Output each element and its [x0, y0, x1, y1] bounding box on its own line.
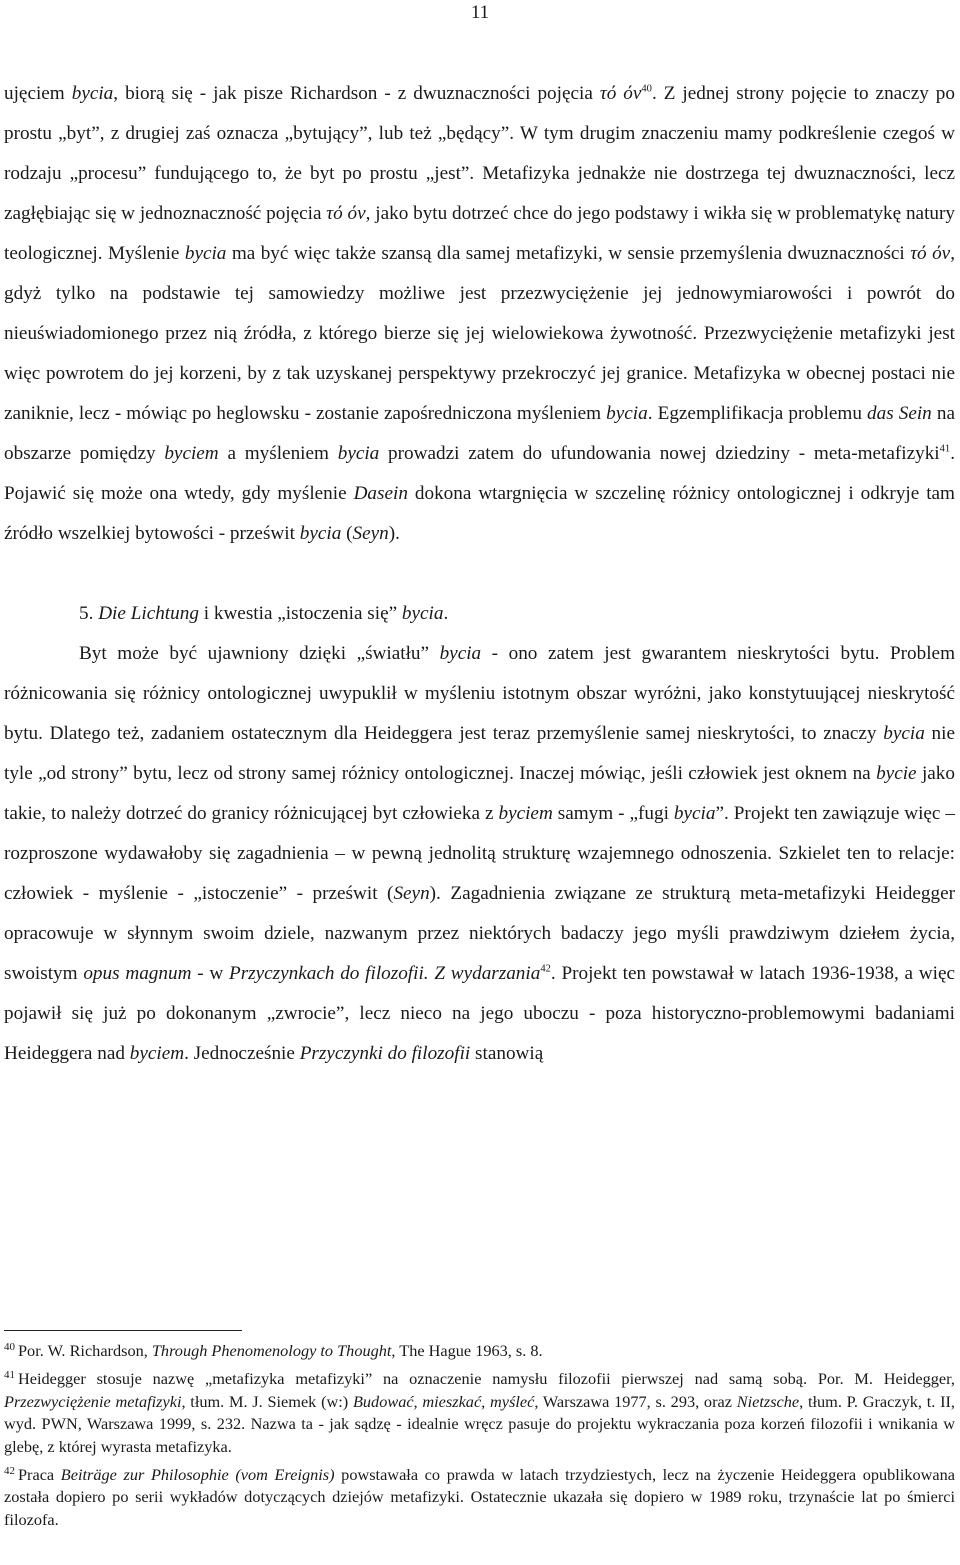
- italic-term: Beiträge zur Philosophie (vom Ereignis): [60, 1465, 335, 1485]
- text-run: Por. W. Richardson,: [18, 1341, 152, 1360]
- text-run: nie tyle „od strony” bytu, lecz od strony samej różnicy ontologicznej. Inaczej mówiąc, jeśli człowiek jest oknem na: [4, 723, 955, 784]
- italic-term: das Sein: [867, 403, 932, 424]
- text-run: , The Hague 1963, s. 8.: [391, 1341, 543, 1360]
- footnote-ref: 42: [540, 963, 551, 975]
- italic-term: bycia: [337, 443, 380, 464]
- footnote-ref: 41: [939, 443, 951, 455]
- italic-term: Budować, mieszkać, myśleć: [352, 1391, 535, 1411]
- text-run: Heidegger stosuje nazwę „metafizyka metafizyki” na oznaczenie namysłu filozofii pierwszej nad samą sobą. Por. M. Heidegger,: [18, 1369, 955, 1389]
- text-run: (: [341, 523, 353, 544]
- footnote-number: 41: [4, 1369, 15, 1382]
- italic-term: Seyn: [352, 523, 389, 544]
- footnote-ref: 40: [641, 83, 652, 95]
- footnote-42: [4, 1460, 955, 1531]
- italic-term: byciem: [164, 443, 219, 464]
- italic-term: byciem: [498, 803, 553, 824]
- text-run: - w: [191, 963, 229, 984]
- footnotes: [4, 1336, 955, 1533]
- text-run: . Jednocześnie: [184, 1043, 300, 1064]
- paragraph: [4, 74, 955, 554]
- page-number: 11: [470, 2, 490, 23]
- italic-term: bycia: [606, 403, 648, 424]
- text-run: , biorą się - jak pisze Richardson - z dwuznaczności pojęcia: [113, 83, 600, 104]
- text-run: na obszarze pomiędzy: [4, 403, 955, 464]
- italic-term: bycia: [71, 83, 114, 104]
- italic-term: τό όν: [910, 243, 951, 264]
- text-run: ). Zagadnienia związane ze strukturą meta-metafizyki Heidegger opracowuje w słynnym swoim dziele, nazwanym przez niektórych badaczy jego myśli prawdziwym dziełem życia, swoistym: [4, 883, 955, 984]
- text-run: , jako bytu dotrzeć chce do jego podstawy i wikła się w problematykę natury teologicznej. Myślenie: [4, 203, 955, 264]
- text-run: 5.: [79, 603, 99, 624]
- text-run: ma być więc także szansą dla samej metafizyki, w sensie przemyślenia dwuznaczności: [226, 243, 911, 264]
- text-run: ujęciem: [4, 83, 72, 104]
- text-run: prowadzi zatem do ufundowania nowej dziedziny - meta-metafizyki: [379, 443, 940, 464]
- paragraph: [4, 634, 955, 1074]
- text-run: . Egzemplifikacja problemu: [647, 403, 868, 424]
- italic-term: bycia: [673, 803, 716, 824]
- italic-term: bycia: [299, 523, 342, 544]
- text-run: powstawała co prawda w latach trzydziestych, lecz na życzenie Heideggera opublikowana została dopiero po serii wykładów dotyczących dziejów metafizyki. Ostatecznie ukazała się dopiero w 1989 roku, trzynaście lat po śmierci filozofa.: [4, 1465, 955, 1529]
- text-run: . Z jednej strony pojęcie to znaczy po prostu „byt”, z drugiej zaś oznacza „bytujący”, lub też „będący”. W tym drugim znaczeniu mamy podkreślenie czegoś w rodzaju „procesu” fundującego to, że byt po prostu „jest”. Metafizyka jednakże nie dostrzega tej dwuznaczności, lecz zagłębiając się w jednoznaczność pojęcia: [4, 83, 955, 224]
- italic-term: τό όν: [326, 203, 366, 224]
- italic-term: Przezwyciężenie metafizyki: [4, 1391, 182, 1411]
- italic-term: Nietzsche: [736, 1391, 800, 1411]
- text-run: a myśleniem: [218, 443, 338, 464]
- italic-term: Przyczynkach do filozofii. Z wydarzania: [228, 963, 541, 984]
- italic-term: τό όν: [599, 83, 642, 104]
- text-run: .: [443, 603, 449, 624]
- footnote-41: [4, 1364, 955, 1458]
- text-run: samym - „fugi: [552, 803, 674, 824]
- text-run: , gdyż tylko na podstawie tej samowiedzy możliwe jest przezwyciężenie jej jednowymiarowości i powrót do nieuświadomionego przez nią źródła, z którego bierze się jej wielowiekowa żywotność. Przezwyciężenie metafizyki jest więc powrotem do jej korzeni, by z tak uzyskanej perspektywy przekroczyć jej granice. Metafizyka w obecnej postaci nie zaniknie, lecz - mówiąc po heglowsku - zostanie zapośredniczona myśleniem: [4, 243, 955, 424]
- text-run: , tłum. M. J. Siemek (w:): [181, 1391, 353, 1411]
- italic-term: bycia: [184, 243, 227, 264]
- text-run: i kwestia „istoczenia się”: [198, 603, 402, 624]
- text-run: , Warszawa 1977, s. 293, oraz: [534, 1391, 737, 1411]
- text-run: jako takie, to należy dotrzeć do granicy różnicującej byt człowieka z: [4, 763, 955, 824]
- italic-term: Dasein: [353, 483, 408, 504]
- text-run: Praca: [18, 1465, 61, 1485]
- italic-term: Przyczynki do filozofii: [299, 1043, 471, 1064]
- text-run: stanowią: [470, 1043, 544, 1064]
- text-run: . Projekt ten powstawał w latach 1936-1938, a więc pojawił się już po dokonanym „zwrocie”, lecz nieco na jego uboczu - poza historyczno-problemowymi badaniami Heideggera nad: [4, 963, 956, 1064]
- footnote-40: [4, 1336, 955, 1362]
- italic-term: bycia: [401, 603, 444, 624]
- text-run: . Pojawić się może ona wtedy, gdy myślenie: [4, 443, 955, 504]
- section-heading: [4, 594, 955, 634]
- text-run: dokona wtargnięcia w szczelinę różnicy ontologicznej i odkryje tam źródło wszelkiej bytowości - prześwit: [4, 483, 955, 544]
- body-text: [4, 74, 955, 1074]
- italic-term: byciem: [129, 1043, 185, 1064]
- footnote-number: 42: [4, 1465, 15, 1478]
- italic-term: bycie: [876, 763, 917, 784]
- italic-term: Die Lichtung: [98, 603, 199, 624]
- italic-term: Seyn: [393, 883, 430, 904]
- italic-term: bycia: [439, 643, 482, 664]
- text-run: - ono zatem jest gwarantem nieskrytości bytu. Problem różnicowania się różnicy ontologicznej uwypuklił w myśleniu istotnym obszar wyróżni, jako konstytuującej nieskrytość bytu. Dlatego też, zadaniem ostatecznym dla Heideggera jest teraz przemyślenie samej nieskrytości, to znaczy: [4, 643, 955, 744]
- text-run: Byt może być ujawniony dzięki „światłu”: [79, 643, 440, 664]
- italic-term: bycia: [883, 723, 925, 744]
- text-run: ).: [388, 523, 400, 544]
- text-run: ”. Projekt ten zawiązuje więc – rozproszone wydawałoby się zagadnienia – w pewną jednolitą strukturę wzajemnego odnoszenia. Szkielet ten to relacje: człowiek - myślenie - „istoczenie” - prześwit (: [4, 803, 955, 904]
- footnote-number: 40: [4, 1341, 15, 1353]
- footnote-separator: [4, 1330, 242, 1331]
- italic-term: Through Phenomenology to Thought: [151, 1341, 392, 1360]
- italic-term: opus magnum: [83, 963, 192, 984]
- text-run: , tłum. P. Graczyk, t. II, wyd. PWN, Warszawa 1999, s. 232. Nazwa ta - jak sądzę - idealnie wręcz pasuje do projektu wykraczania poza korzeń filozofii i wnikania w glebę, z której wyrasta metafizyka.: [4, 1391, 955, 1456]
